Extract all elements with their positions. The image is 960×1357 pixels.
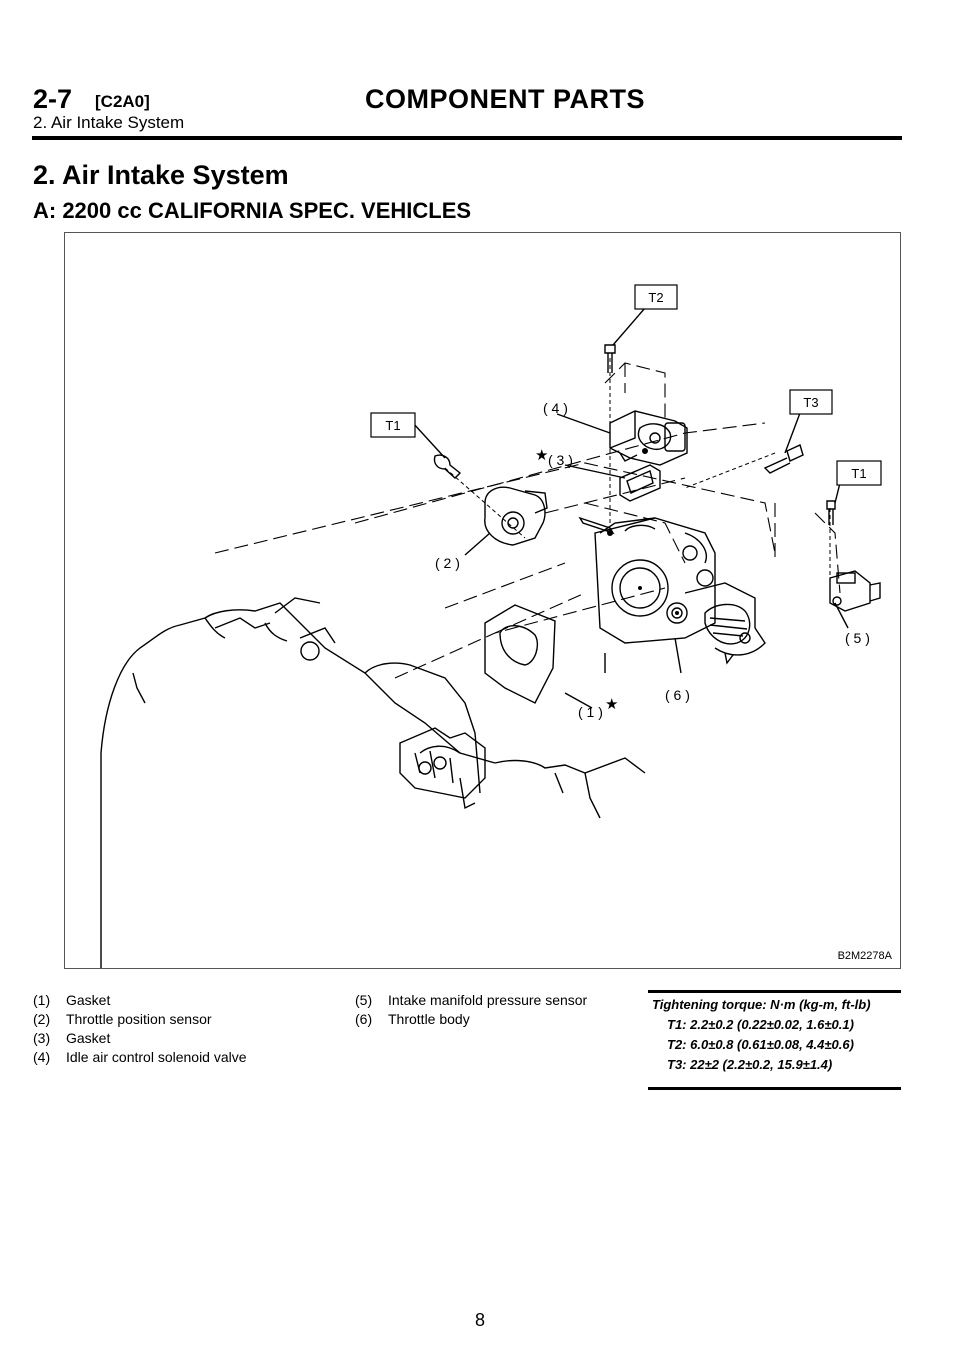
torque-label-t2: T2 <box>648 290 664 305</box>
torque-label-t3: T3 <box>803 395 819 410</box>
callout-3: ( 3 ) <box>548 452 573 468</box>
torque-label-t1-left: T1 <box>385 418 401 433</box>
legend-item: (1) Gasket <box>33 992 111 1008</box>
legend-column-2 <box>355 991 587 1029</box>
callout-2: ( 2 ) <box>435 555 460 571</box>
torque-line-t1: T1: 2.2±0.2 (0.22±0.02, 1.6±0.1) <box>667 1017 854 1032</box>
figure-id: B2M2278A <box>837 950 892 962</box>
legend-item: (3) Gasket <box>33 1030 111 1046</box>
header-divider <box>32 136 902 140</box>
legend-column-1 <box>33 991 247 1067</box>
exploded-view-figure <box>64 232 901 969</box>
torque-label-t1-right: T1 <box>851 466 867 481</box>
legend-item: (4) Idle air control solenoid valve <box>33 1049 247 1065</box>
torque-line-t2: T2: 6.0±0.8 (0.61±0.08, 4.4±0.6) <box>667 1037 854 1052</box>
star-icon-gasket-3: ★ <box>535 447 549 464</box>
section-title: 2. Air Intake System <box>33 160 289 190</box>
header-subtitle: 2. Air Intake System <box>33 113 185 132</box>
callout-4: ( 4 ) <box>543 400 568 416</box>
page-number: 8 <box>474 1310 485 1330</box>
legend-item: (6) Throttle body <box>355 1011 470 1027</box>
header-title: COMPONENT PARTS <box>365 84 646 114</box>
legend-item: (5) Intake manifold pressure sensor <box>355 992 588 1008</box>
callout-6: ( 6 ) <box>665 687 690 703</box>
subsection-title: A: 2200 cc CALIFORNIA SPEC. VEHICLES <box>33 198 472 223</box>
tightening-torque-box <box>648 990 901 1090</box>
torque-line-t3: T3: 22±2 (2.2±0.2, 15.9±1.4) <box>667 1057 833 1072</box>
legend-item: (2) Throttle position sensor <box>33 1011 212 1027</box>
callout-1: ( 1 ) <box>578 704 603 720</box>
exploded-view-drawing <box>65 233 900 968</box>
header-section-code: 2-7 <box>33 84 73 114</box>
torque-heading: Tightening torque: N·m (kg-m, ft-lb) <box>652 997 871 1012</box>
header-reference: [C2A0] <box>95 92 150 111</box>
callout-5: ( 5 ) <box>845 630 870 646</box>
star-icon-gasket-1: ★ <box>605 696 619 713</box>
